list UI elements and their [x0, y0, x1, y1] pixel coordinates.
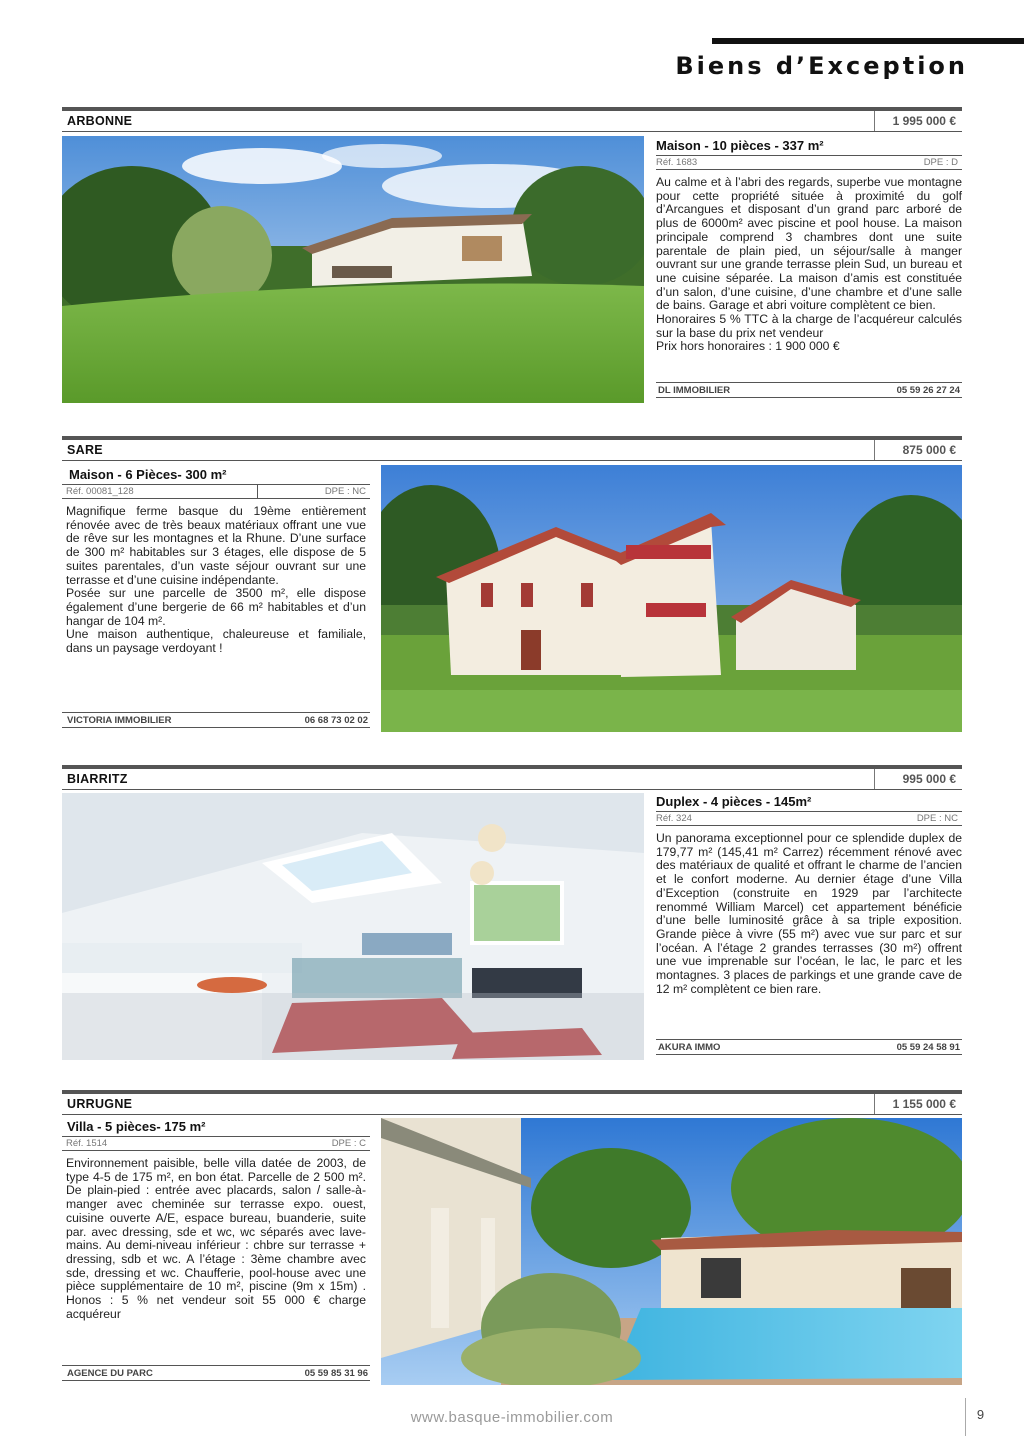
reference: Réf. 00081_128	[66, 486, 134, 497]
footer-url[interactable]: www.basque-immobilier.com	[410, 1409, 614, 1426]
property-photo	[381, 465, 962, 732]
location-rule	[62, 1090, 962, 1094]
agency-name: AKURA IMMO	[658, 1042, 721, 1053]
location-underline	[62, 460, 962, 461]
location-rule	[62, 107, 962, 111]
property-description	[62, 505, 370, 656]
page-title: Biens d’Exception	[675, 52, 968, 80]
location-name: SARE	[67, 443, 103, 457]
ref-row	[62, 1137, 370, 1151]
description-paragraph: Prix hors honoraires : 1 900 000 €	[656, 339, 840, 354]
listing-biarritz	[62, 765, 962, 1065]
description-paragraph: Magnifique ferme basque du 19ème entièrement rénovée avec de très beaux matériaux offrant une vue de rêve sur les montagnes et la Rhune. D’une surface de 300 m² habitables sur 3 étages, elle dispose de 5 suites parentales, d’un vaste séjour ouvrant sur une terrasse et d’une cuisine indépendante.	[66, 504, 366, 587]
property-photo	[62, 136, 644, 403]
description-paragraph: Un panorama exceptionnel pour ce splendide duplex de 179,77 m² (145,41 m² Carrez) récemment rénové avec des matériaux de qualité et offrant le charme de l’ancien et le confort moderne. Au dernier étage d’une Villa d’Exception (construite en 1929 par l’architecte renommé William Marcel) cet appartement bénéficie d’une belle luminosité grâce à sa triple exposition. Grande pièce à vivre (55 m²) avec vue sur parc et sur l’océan. A l’étage 2 grandes terrasses (30 m²) offrent une vue imprenable sur l’océan, le lac, le parc et les montagnes. 3 places de parkings et une grande cave de 12 m² complètent ce bien rare.	[656, 831, 962, 996]
location-rule	[62, 765, 962, 769]
agency-row	[62, 1365, 370, 1381]
price: 1 995 000 €	[874, 111, 962, 131]
property-description	[656, 176, 962, 354]
property-title: Maison - 6 Pièces- 300 m²	[62, 465, 370, 485]
dpe-rating: DPE : NC	[916, 813, 958, 824]
agency-phone: 05 59 85 31 96	[304, 1368, 368, 1379]
dpe-rating: DPE : C	[331, 1138, 366, 1149]
property-info	[656, 792, 962, 996]
ref-divider	[257, 485, 258, 499]
reference: Réf. 1514	[66, 1138, 108, 1149]
description-paragraph: Une maison authentique, chaleureuse et familiale, dans un paysage verdoyant !	[66, 627, 366, 656]
description-paragraph: Environnement paisible, belle villa datée de 2003, de type 4-5 de 175 m², en bon état. Parcelle de 2 500 m². De plain-pied : entrée avec placards, salon / salle-à-manger avec cheminée sur terrasse expo. ouest, cuisine ouverte A/E, espace bureau, buanderie, suite par. avec dressing, sde et wc, wc séparés avec lave-mains. Au demi-niveau inférieur : chbre sur terrasse + dressing, sdb et wc. A l’étage : 3ème chambre avec sde, dressing et wc. Chaufferie, pool-house avec une pièce supplémentaire de 10 m², piscine (9m x 15m) . Honos : 5 % net vendeur soit 55 000 € charge acquéreur	[66, 1156, 366, 1321]
reference: Réf. 324	[656, 813, 692, 824]
price: 875 000 €	[874, 440, 962, 460]
property-title: Duplex - 4 pièces - 145m²	[656, 792, 962, 812]
ref-row	[656, 156, 962, 170]
agency-name: AGENCE DU PARC	[67, 1368, 153, 1379]
location-underline	[62, 789, 962, 790]
location-name: ARBONNE	[67, 114, 133, 128]
dpe-rating: DPE : NC	[324, 486, 366, 497]
property-photo	[381, 1118, 962, 1385]
property-info	[62, 1117, 370, 1321]
agency-row	[656, 382, 962, 398]
agency-name: VICTORIA IMMOBILIER	[67, 715, 172, 726]
dpe-rating: DPE : D	[923, 157, 958, 168]
property-title: Maison - 10 pièces - 337 m²	[656, 136, 962, 156]
agency-name: DL IMMOBILIER	[658, 385, 731, 396]
property-photo	[62, 793, 644, 1060]
listing-urrugne	[62, 1090, 962, 1390]
property-description	[62, 1157, 370, 1321]
price: 995 000 €	[874, 769, 962, 789]
ref-row	[62, 485, 370, 499]
price: 1 155 000 €	[874, 1094, 962, 1114]
property-description	[656, 832, 962, 996]
description-paragraph: Posée sur une parcelle de 3500 m², elle dispose également d’une bergerie de 66 m² habitables et d’un hangar de 104 m².	[66, 586, 366, 628]
page-number: 9	[965, 1398, 995, 1436]
reference: Réf. 1683	[656, 157, 698, 168]
agency-phone: 05 59 26 27 24	[896, 385, 960, 396]
agency-row	[62, 712, 370, 728]
agency-phone: 06 68 73 02 02	[304, 715, 368, 726]
location-underline	[62, 131, 962, 132]
ref-row	[656, 812, 962, 826]
property-title: Villa - 5 pièces- 175 m²	[62, 1117, 370, 1137]
location-name: URRUGNE	[67, 1097, 133, 1111]
location-rule	[62, 436, 962, 440]
header-bar	[712, 38, 1024, 44]
description-paragraph: Honoraires 5 % TTC à la charge de l’acquéreur calculés sur la base du prix net vendeur	[656, 312, 962, 340]
description-paragraph: Au calme et à l’abri des regards, superbe vue montagne pour cette propriété située à proximité du golf d’Arcangues et disposant d’un grand parc arboré de plus de 6000m² avec piscine et pool house. La maison principale comprend 3 chambres dont une suite parentale de plain pied, un séjour/salle à manger ouvrant sur une grande terrasse plein Sud, un bureau et une cuisine séparée. La maison d’amis est constituée d’un salon, d’une cuisine, d’une chambre et d’une salle de bains. Garage et abri voiture complètent ce bien.	[656, 175, 962, 313]
listing-sare	[62, 436, 962, 736]
property-info	[62, 465, 370, 656]
location-name: BIARRITZ	[67, 772, 128, 786]
agency-phone: 05 59 24 58 91	[896, 1042, 960, 1053]
agency-row	[656, 1039, 962, 1055]
listing-arbonne	[62, 107, 962, 407]
property-info	[656, 136, 962, 354]
location-underline	[62, 1114, 962, 1115]
